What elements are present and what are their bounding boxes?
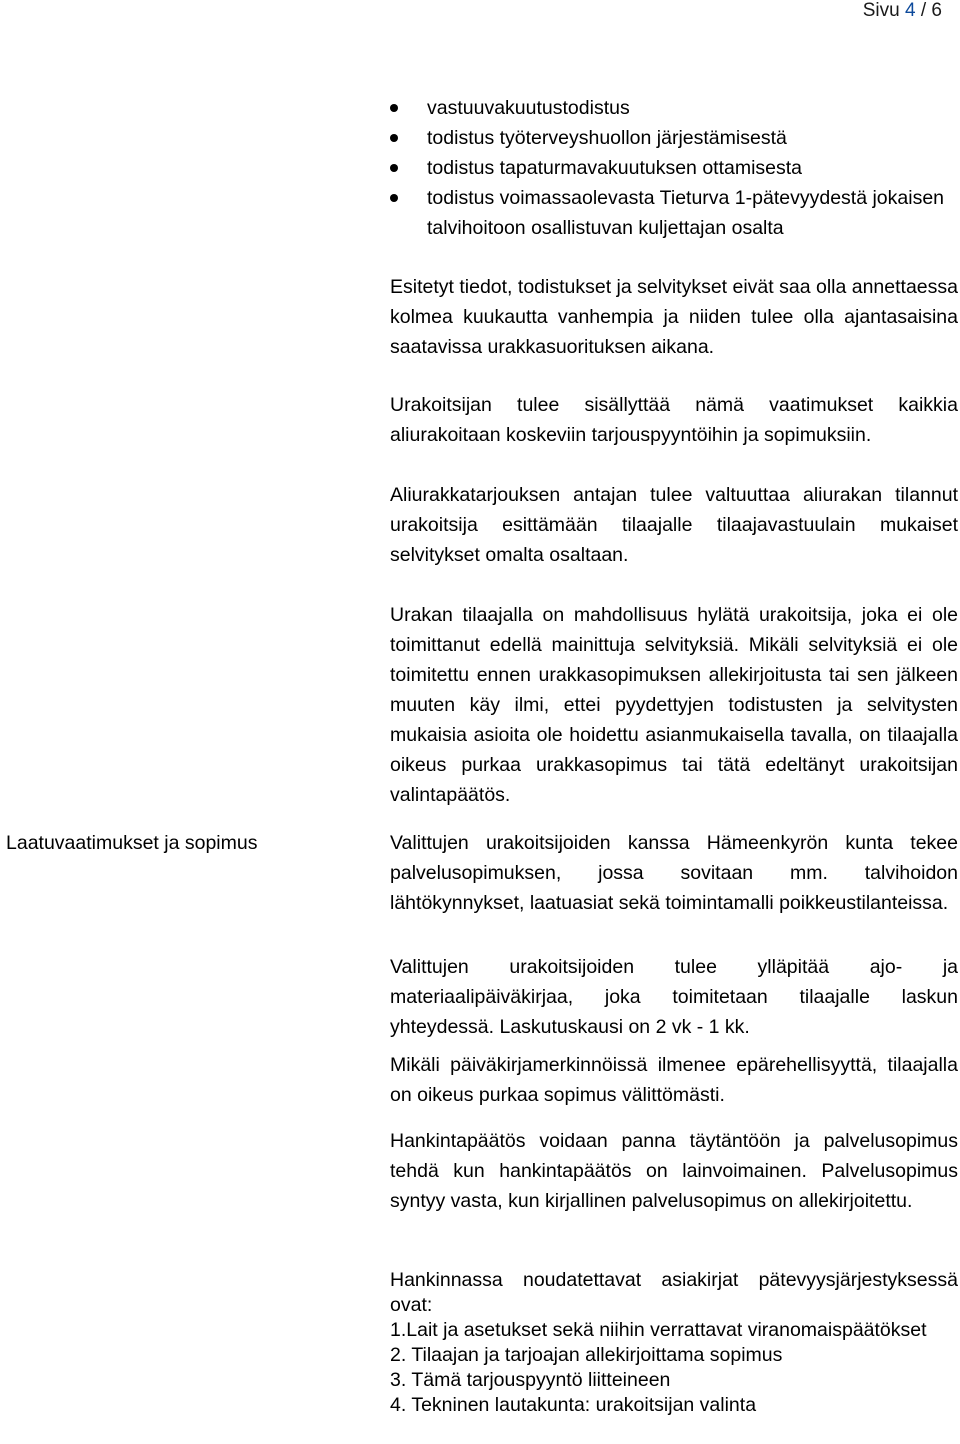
bullet-item (390, 183, 950, 243)
page-number (863, 0, 942, 22)
bullet-icon (390, 194, 398, 202)
bullet-item (390, 123, 950, 153)
paragraph-service-agreement: Valittujen urakoitsijoiden kanssa Hämeenkyrön kunta tekee palvelusopimuksen, jossa sovitaan mm. talvihoidon lähtökynnykset, laatuasiat sekä toimintamalli poikkeustilanteissa. (390, 832, 958, 914)
bullet-icon (390, 134, 398, 142)
bullet-text: todistus voimassaolevasta Tieturva 1-pätevyydestä jokaisen talvihoitoon osallistuvan kuljettajan osalta (427, 187, 945, 239)
page-prefix: Sivu (862, 0, 900, 21)
paragraph-subcontract-authorization: Aliurakkatarjouksen antajan tulee valtuuttaa aliurakan tilannut urakoitsija esittämään tilaajalle tilaajavastuulain mukaiset selvitykset omalta osaltaan. (390, 484, 958, 566)
paragraph-documents-validity: Esitetyt tiedot, todistukset ja selvitykset eivät saa olla annettaessa kolmea kuukautta vanhempia ja niiden tulee olla ajantasaisina saatavissa urakkasuorituksen aikana. (390, 276, 958, 358)
paragraph-logbook-dishonesty: Mikäli päiväkirjamerkinnöissä ilmenee epärehellisyyttä, tilaajalla on oikeus purkaa sopimus välittömästi. (390, 1054, 958, 1106)
bullet-icon (390, 104, 398, 112)
bullet-item (390, 93, 950, 123)
bullet-text: todistus työterveyshuollon järjestämisestä (427, 127, 787, 149)
paragraph-procurement-decision: Hankintapäätös voidaan panna täytäntöön ja palvelusopimus tehdä kun hankintapäätös on lainvoimainen. Palvelusopimus syntyy vasta, kun kirjallinen palvelusopimus on allekirjoitettu. (390, 1130, 958, 1212)
paragraph-logbook: Valittujen urakoitsijoiden tulee ylläpitää ajo- ja materiaalipäiväkirjaa, joka toimitetaan tilaajalle laskun yhteydessä. Laskutuskausi on 2 vk - 1 kk. (390, 956, 958, 1038)
document-priority-list (390, 1318, 950, 1418)
bullet-icon (390, 164, 398, 172)
list-item: 3. Tämä tarjouspyyntö liitteineen (390, 1369, 671, 1391)
page-separator: / (920, 0, 927, 21)
paragraph-document-order: Hankinnassa noudatettavat asiakirjat pätevyysjärjestyksessä ovat: (390, 1269, 958, 1316)
page-total: 6 (931, 0, 942, 21)
section-heading-quality: Laatuvaatimukset ja sopimus (6, 832, 258, 854)
requirements-bullet-list (390, 93, 950, 243)
list-item: 1.Lait ja asetukset sekä niihin verrattavat viranomaispäätökset (390, 1319, 927, 1341)
bullet-item (390, 153, 950, 183)
paragraph-rejection-right: Urakan tilaajalla on mahdollisuus hylätä urakoitsija, joka ei ole toimittanut edellä mainittuja selvityksiä. Mikäli selvityksiä ei ole toimitettu ennen urakkasopimuksen allekirjoitusta tai sen jälkeen muuten käy ilmi, ettei pyydettyjen todistusten ja selvitysten mukaisia asioita ole hoidettu asianmukaisella tavalla, on tilaajalla oikeus purkaa urakkasopimus tai tätä edeltänyt urakoitsijan valintapäätös. (390, 604, 958, 806)
list-item: 4. Tekninen lautakunta: urakoitsijan valinta (390, 1394, 757, 1416)
paragraph-subcontract-requirements: Urakoitsijan tulee sisällyttää nämä vaatimukset kaikkia aliurakoitaan koskeviin tarjouspyyntöihin ja sopimuksiin. (390, 394, 958, 446)
list-item: 2. Tilaajan ja tarjoajan allekirjoittama sopimus (390, 1344, 783, 1366)
page-current: 4 (905, 0, 916, 21)
bullet-text: vastuuvakuutustodistus (427, 97, 630, 119)
bullet-text: todistus tapaturmavakuutuksen ottamisesta (427, 157, 803, 179)
